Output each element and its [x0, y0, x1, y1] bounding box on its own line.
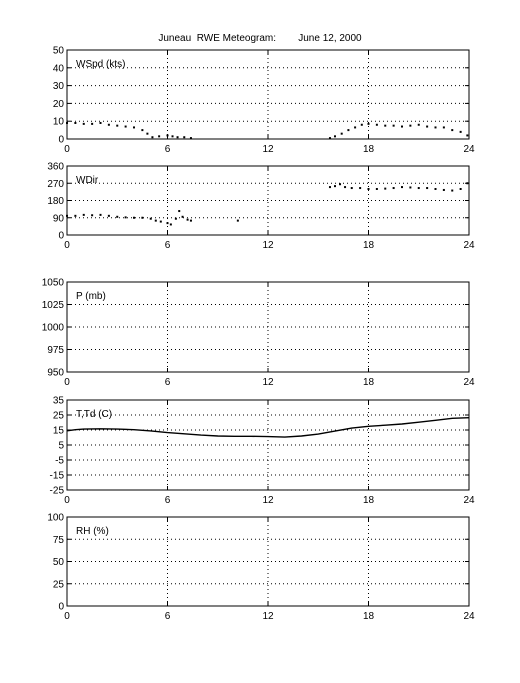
data-point	[384, 188, 386, 190]
x-tick-label: 24	[463, 144, 475, 155]
y-tick-label: 1000	[41, 322, 64, 334]
y-tick-label: 975	[47, 345, 64, 356]
data-point	[334, 185, 336, 187]
y-tick-label: 25	[52, 410, 64, 422]
x-tick-label: 0	[64, 377, 70, 388]
data-point	[100, 214, 102, 216]
data-point	[347, 129, 349, 131]
y-tick-label: 0	[58, 230, 64, 242]
data-point	[190, 137, 192, 139]
y-tick-label: 1050	[41, 277, 64, 289]
data-point	[329, 137, 331, 139]
data-point	[237, 220, 239, 222]
y-tick-label: 50	[52, 45, 64, 57]
data-point	[359, 187, 361, 189]
data-point	[100, 122, 102, 124]
data-point	[91, 214, 93, 216]
x-tick-label: 6	[164, 611, 171, 622]
data-point	[187, 219, 189, 221]
data-point	[74, 122, 76, 124]
data-point	[393, 125, 395, 127]
x-tick-label: 0	[64, 495, 70, 506]
data-point	[393, 187, 395, 189]
data-point	[155, 220, 157, 222]
data-point	[177, 136, 179, 138]
data-point	[175, 218, 177, 220]
y-tick-label: 180	[47, 196, 64, 207]
panel-label: RH (%)	[76, 526, 109, 537]
data-point	[141, 217, 143, 219]
data-point	[466, 182, 468, 184]
data-point	[384, 125, 386, 127]
y-tick-label: 5	[58, 440, 64, 452]
x-tick-label: 0	[64, 240, 70, 251]
x-tick-label: 24	[463, 377, 475, 388]
x-tick-label: 6	[164, 240, 171, 251]
chart-title: Juneau RWE Meteogram: June 12, 2000	[158, 33, 362, 44]
data-point	[409, 186, 411, 188]
x-tick-label: 12	[262, 611, 274, 622]
x-tick-label: 24	[463, 240, 475, 251]
x-tick-label: 6	[164, 495, 171, 506]
y-tick-label: 10	[52, 116, 64, 128]
data-point	[401, 126, 403, 128]
data-point	[435, 126, 437, 128]
data-point	[354, 126, 356, 128]
data-point	[334, 135, 336, 137]
data-point	[329, 186, 331, 188]
data-point	[133, 126, 135, 128]
y-tick-label: 0	[58, 134, 64, 146]
data-point	[66, 215, 68, 217]
x-tick-label: 0	[64, 144, 70, 155]
panel-label: P (mb)	[76, 291, 106, 302]
x-tick-label: 18	[362, 144, 375, 155]
data-point	[83, 214, 85, 216]
data-point	[150, 218, 152, 220]
panel-label: WSpd (kts)	[76, 59, 126, 70]
data-point	[108, 124, 110, 126]
data-point	[83, 123, 85, 125]
x-tick-label: 24	[463, 611, 475, 622]
data-point	[344, 186, 346, 188]
data-point	[339, 183, 341, 185]
y-tick-label: 0	[58, 601, 64, 613]
data-point	[368, 123, 370, 125]
data-point	[133, 217, 135, 219]
x-tick-label: 18	[362, 240, 375, 251]
y-tick-label: 35	[52, 395, 64, 407]
data-point	[116, 216, 118, 218]
x-tick-label: 12	[262, 495, 274, 506]
x-tick-label: 12	[262, 377, 274, 388]
panel-label: WDir	[76, 175, 99, 186]
data-point	[190, 220, 192, 222]
data-point	[401, 186, 403, 188]
data-point	[182, 216, 184, 218]
data-point	[443, 126, 445, 128]
data-point	[368, 188, 370, 190]
y-tick-label: 100	[47, 512, 64, 524]
data-point	[426, 187, 428, 189]
y-tick-label: 1025	[41, 300, 64, 311]
data-point	[170, 223, 172, 225]
y-tick-label: 50	[52, 557, 64, 568]
y-tick-label: 20	[52, 98, 64, 110]
x-tick-label: 12	[262, 240, 274, 251]
x-tick-label: 18	[362, 377, 375, 388]
data-point	[172, 135, 174, 137]
y-tick-label: 40	[52, 63, 64, 75]
data-point	[66, 122, 68, 124]
data-point	[167, 134, 169, 136]
y-tick-label: 950	[47, 367, 64, 379]
data-point	[460, 188, 462, 190]
y-tick-label: -15	[49, 470, 64, 482]
data-point	[443, 189, 445, 191]
y-tick-label: 25	[52, 579, 64, 591]
data-point	[351, 187, 353, 189]
y-tick-label: 15	[52, 425, 64, 437]
x-tick-label: 18	[362, 611, 375, 622]
data-point	[74, 215, 76, 217]
data-point	[160, 221, 162, 223]
data-point	[460, 131, 462, 133]
data-point	[125, 216, 127, 218]
panel-label: T,Td (C)	[76, 409, 113, 420]
y-tick-label: -25	[49, 485, 64, 497]
data-point	[466, 134, 468, 136]
data-point	[451, 190, 453, 192]
data-point	[376, 124, 378, 126]
data-point	[361, 124, 363, 126]
data-point	[451, 129, 453, 131]
data-point	[341, 133, 343, 135]
y-tick-label: 90	[52, 213, 64, 225]
y-tick-label: 360	[47, 161, 64, 173]
y-tick-label: 270	[47, 178, 64, 190]
data-point	[426, 126, 428, 128]
data-point	[167, 222, 169, 224]
data-point	[158, 135, 160, 137]
data-point	[418, 187, 420, 189]
data-point	[409, 125, 411, 127]
x-tick-label: 0	[64, 611, 70, 622]
data-point	[146, 133, 148, 135]
data-point	[376, 188, 378, 190]
data-point	[151, 136, 153, 138]
y-tick-label: 75	[52, 534, 64, 546]
data-point	[183, 136, 185, 138]
x-tick-label: 12	[262, 144, 274, 155]
data-point	[435, 188, 437, 190]
data-point	[91, 123, 93, 125]
data-point	[178, 210, 180, 212]
data-point	[418, 124, 420, 126]
data-point	[108, 215, 110, 217]
x-tick-label: 6	[164, 144, 171, 155]
data-point	[141, 129, 143, 131]
data-point	[116, 125, 118, 127]
x-tick-label: 6	[164, 377, 171, 388]
x-tick-label: 24	[463, 495, 475, 506]
data-point	[125, 126, 127, 128]
y-tick-label: -5	[55, 455, 64, 467]
y-tick-label: 30	[52, 81, 64, 93]
x-tick-label: 18	[362, 495, 375, 506]
